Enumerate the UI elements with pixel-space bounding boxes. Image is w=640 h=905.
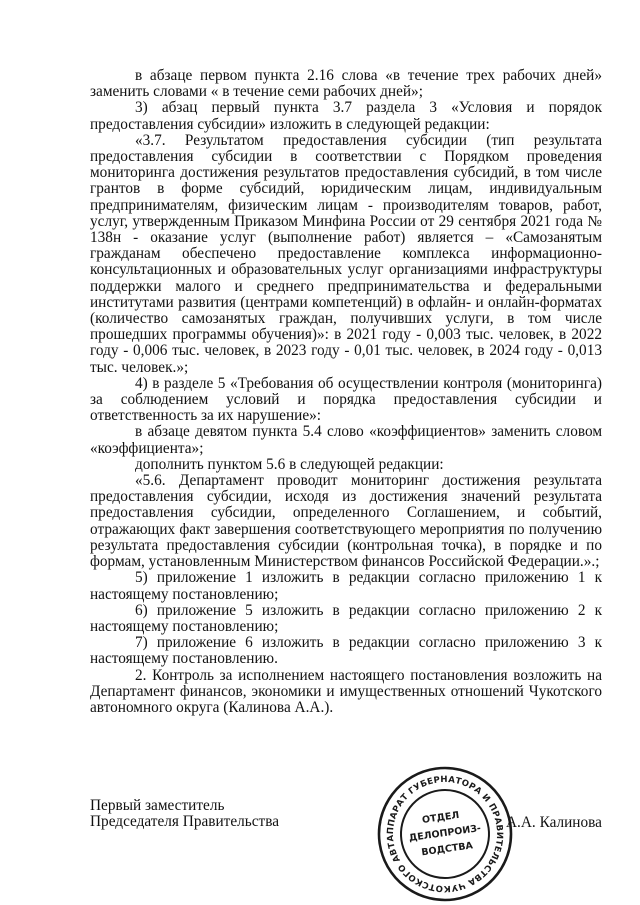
stamp-line-2: ДЕЛОПРОИЗ- (408, 823, 482, 845)
stamp-line-3: ВОДСТВА (420, 840, 474, 859)
paragraph-5-4-amendment: в абзаце девятом пункта 5.4 слово «коэффициентов» заменить словом «коэффициента»; (90, 423, 602, 457)
stamp-ring-text: АППАРАТ ГУБЕРНАТОРА И ПРАВИТЕЛЬСТВА ЧУКОТСКОГО АВТОНОМНОГО (385, 774, 505, 894)
paragraph-add-5-6: дополнить пунктом 5.6 в следующей редакции: (135, 455, 444, 473)
paragraph-item-5: 5) приложение 1 изложить в редакции согласно приложению 1 к настоящему постановлению; (90, 569, 602, 603)
official-stamp (376, 765, 514, 903)
paragraph-item-4: 4) в разделе 5 «Требования об осуществлении контроля (мониторинга) за соблюдением условий и порядка предоставления субсидии и ответственность за их нарушение»: (90, 374, 602, 425)
signatory-position (90, 798, 350, 830)
paragraph-2-16-amendment: в абзаце первом пункта 2.16 слова «в течение трех рабочих дней» заменить словами « в течение семи рабочих дней»; (90, 67, 602, 101)
paragraph-item-3: 3) абзац первый пункта 3.7 раздела 3 «Условия и порядок предоставления субсидии» изложить в следующей редакции: (90, 99, 602, 133)
signatory-position-line1: Первый заместитель (90, 797, 225, 814)
paragraph-item-7: 7) приложение 6 изложить в редакции согласно приложению 3 к настоящему постановлению. (90, 634, 602, 668)
stamp-line-1: ОТДЕЛ (421, 809, 461, 826)
paragraph-control: 2. Контроль за исполнением настоящего постановления возложить на Департамент финансов, экономики и имущественных отношений Чукотского автономного округа (Калинова А.А.). (90, 666, 602, 716)
signatory-name: А.А. Калинова (506, 814, 602, 831)
signatory-position-line2: Председателя Правительства (90, 813, 280, 831)
paragraph-3-7-text: «3.7. Результатом предоставления субсидии (тип результата предоставления субсидии в соответствии с Порядком проведения мониторинга достижения результатов предоставления субсидий, в том числе грантов в форме субсидий, юридическим лицам, индивидуальным предпринимателям, физическим лицам - производителям товаров, работ, услуг, утвержденным Приказом Минфина России от 29 сентября 2021 года № 138н - оказание услуг (выполнение работ) является – «Самозанятым гражданам обеспечено предоставление комплекса информационно-консультационных и образовательных услуг организациями инфраструктуры поддержки малого и среднего предпринимательства и федеральными институтами развития (центрами компетенций) в офлайн- и онлайн-форматах (количество самозанятых граждан, получивших услуги, в том числе прошедших программы обучения)»: в 2021 году - 0,003 тыс. человек, в 2022 году - 0,006 тыс. человек, в 2023 году - 0,01 тыс. человек, в 2024 году - 0,013 тыс. человек.»; (90, 131, 602, 376)
document-body (90, 68, 602, 716)
paragraph-item-6: 6) приложение 5 изложить в редакции согласно приложению 2 к настоящему постановлению; (90, 601, 602, 635)
paragraph-5-6-text: «5.6. Департамент проводит мониторинг достижения результата предоставления субсидии, исходя из достижения значений результата предоставления субсидии, определенного Соглашением, и событий, отражающих факт завершения соответствующего мероприятия по получению результата предоставления субсидии (контрольная точка), в порядке и по формам, установленным Министерством финансов Российской Федерации.».; (90, 472, 602, 571)
